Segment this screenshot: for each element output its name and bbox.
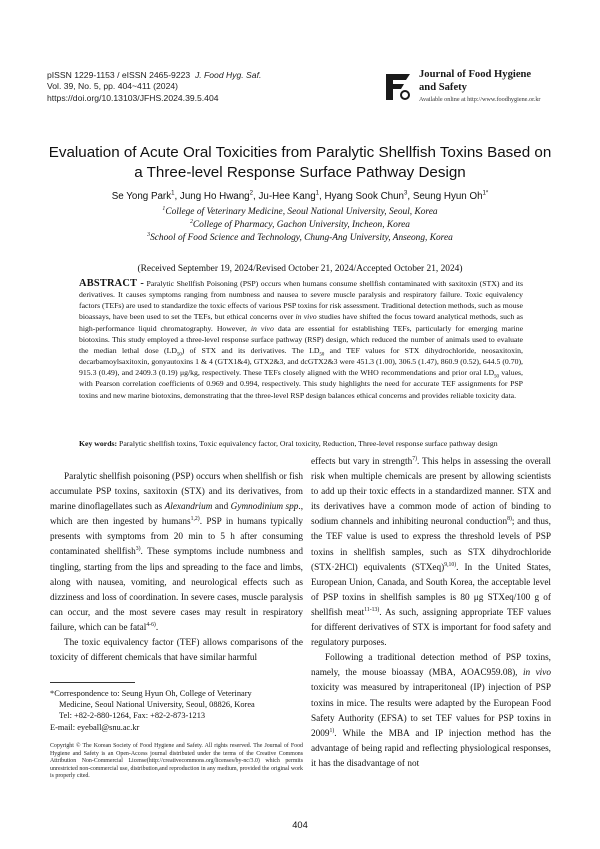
affiliation-2: $^2$College of Pharmacy, Gachon University, Incheon, Korea [190, 218, 410, 230]
journal-name: Journal of Food Hygiene and Safety [419, 69, 532, 93]
journal-header [47, 70, 261, 104]
keywords: Key words: Paralytic shellfish toxins, Toxic equivalency factor, Oral toxicity, Reduction, Three-level response surface pathway design [79, 439, 498, 448]
author-name: Hyang Sook Chun [324, 191, 404, 202]
abstract-heading: ABSTRACT - [79, 278, 145, 289]
paragraph: The toxic equivalency factor (TEF) allows comparisons of the toxicity of different chemicals that have similar harmful [50, 638, 303, 664]
author-affiliation-mark: 1* [482, 190, 489, 197]
footnote-divider [50, 682, 135, 683]
author-affiliation-mark: 1 [315, 190, 320, 197]
affiliation-3: $^3$School of Food Science and Technology, Chung-Ang University, Anseong, Korea [147, 231, 453, 243]
author-name: Jung Ho Hwang [179, 191, 250, 202]
volume-line: Vol. 39, No. 5, pp. 404~411 (2024) [47, 81, 178, 92]
doi-link[interactable]: https://doi.org/10.13103/JFHS.2024.39.5.404 [47, 92, 219, 103]
body-column-right [311, 455, 551, 772]
available-online[interactable]: Available online at http://www.foodhygiene.or.kr [419, 96, 541, 103]
paragraph: Following a traditional detection method of PSP toxins, namely, the mouse bioassay (MBA, AOAC959.08), in vivo toxicity was measured by intraperitoneal (IP) injection of PSP toxins in mice. The results were adapted by the European Food Safety Authority (EFSA) to set TEF values for PSP toxins in 2009$^{1)}$. While the MBA and IP injection method has the advantage of being rapid and reflecting physiological responses, it has the disadvantage of not [311, 653, 551, 769]
journal-logo-icon [384, 70, 414, 104]
author-affiliation-mark: 2 [249, 190, 254, 197]
author-name: Se Yong Park [111, 191, 172, 202]
paper-title: Evaluation of Acute Oral Toxicities from Paralytic Shellfish Toxins Based on a Three-level Response Surface Pathway Design [48, 144, 552, 181]
paragraph: effects but vary in strength$^{7)}$. This helps in assessing the overall risk when multiple chemicals are present by allowing scientists to add up their toxic effects in a standardized manner. STX and its derivatives have a common mode of action of binding to sodium channels and inhibiting neuronal conduction$^{8)}$; and thus, the TEF value is used to express the threshold levels of PSP toxins in shellfish samples, such as STX dihydrochloride (STX·2HCl) equivalents (STXeq)$^{9,10)}$. In the United States, European Union, Canada, and South Korea, the acceptable level of PSP toxins in shellfish samples is 80 μg STXeq/100 g of shellfish meat$^{11-13)}$. As such, assigning appropriate TEF values for different derivatives of STX is important for food safety and regulatory purposes. [311, 455, 551, 649]
copyright-notice: Copyright © The Korean Society of Food Hygiene and Safety. All rights reserved. The Journal of Food Hygiene and Safety is an Open-Access journal distributed under the terms of the Creative Commons Attribution Non-Commercial License(http://creativecommons.org/licenses/by-nc/3.0) which permits unrestricted non-commercial use, distribution,and reproduction in any medium, provided the original work is properly cited. [50, 743, 303, 780]
issn-line: pISSN 1229-1153 / eISSN 2465-9223 J. Food Hyg. Saf. [47, 70, 262, 80]
author-name: Seung Hyun Oh [412, 191, 483, 202]
author-list: Se Yong Park$^1$, Jung Ho Hwang$^2$, Ju-Hee Kang$^1$, Hyang Sook Chun$^3$, Seung Hyun $Oh^{1*}$ [111, 190, 489, 202]
correspondence: *Correspondence to: Seung Hyun Oh, College of Veterinary Medicine, Seoul National University, Seoul, 08826, Korea Tel: +82-2-880-1264, Fax: +82-2-873-1213 E-mail: eyeball@snu.ac.kr [50, 688, 303, 733]
author-name: Ju-Hee Kang [258, 191, 316, 202]
body-column-left [50, 470, 303, 666]
author-affiliation-mark: 3 [404, 190, 408, 197]
paragraph: Paralytic shellfish poisoning (PSP) occurs when shellfish or fish accumulate PSP toxins, saxitoxin (STX) and its derivatives, from marine dinoflagellates such as Alexandrium and Gymnodinium spp., which are then ingested by humans$^{1,2)}$. PSP in humans typically presents with symptoms from 20 min to 5 h after consuming contaminated shellfish$^{3)}$. These symptoms include numbness and tingling, starting from the lips and spreading to the face and limbs, along with nausea, vomiting, and neurological effects such as dizziness and loss of coordination. In severe cases, muscle paralysis can occur, and the most severe cases may result in respiratory failure, which can be fatal$^{4-6)}$. [50, 472, 303, 633]
keywords-label: Key words: [79, 439, 118, 448]
received-dates: (Received September 19, 2024/Revised October 21, 2024/Accepted October 21, 2024) [137, 264, 463, 274]
author-affiliation-mark: 1 [171, 190, 175, 197]
affiliation-1: $^1$College of Veterinary Medicine, Seoul National University, Seoul, Korea [162, 205, 438, 217]
abstract: ABSTRACT - Paralytic Shellfish Poisoning (PSP) occurs when humans consume shellfish contaminated with saxitoxin (STX) and its derivatives. It causes symptoms ranging from numbness and nausea to severe muscle paralysis and respiratory failure. Toxic equivalency factors (TEFs) are used to standardize the toxic effects of various PSP toxins for risk assessment. Traditional detection methods, such as mouse bioassays, have been used to set the TEFs, but ethical concerns over in vivo studies have shifted the focus toward analytical methods, such as high-performance liquid chromatography. However, in vivo data are essential for establishing TEFs, particularly for emerging marine biotoxins. This study employed a three-level response surface pathway (RSP) design, which reduced the number of animals used to evaluate the median lethal dose $(LD_{50})$ of STX and its derivatives. The $LD_{50}$ and TEF values for STX dihydrochloride, neosaxitoxin, decarbamoylsaxitoxin, gonyautoxins 1 & 4 (GTX1&4), GTX2&3, and dcGTX2&3 were 451.3 (1.00), 306.5 (1.47), 860.9 (0.52), 644.5 (0.70), 915.3 (0.49), and 2409.3 (0.19) μg/kg, respectively. These TEFs closely aligned with the WHO recommendations and prior oral $LD_{50}$ values, with Pearson correlation coefficients of 0.969 and 0.994, respectively. This study highlights the need for accurate TEF assignments for PSP toxins and new marine biotoxins, demonstrating that the three-level RSP design balances ethical concerns and provides reliable toxicity data. [79, 278, 524, 400]
journal-ref: J. Food Hyg. Saf. [194, 70, 262, 80]
page-number: 404 [292, 820, 308, 830]
email-link[interactable]: E-mail: eyeball@snu.ac.kr [50, 722, 140, 732]
